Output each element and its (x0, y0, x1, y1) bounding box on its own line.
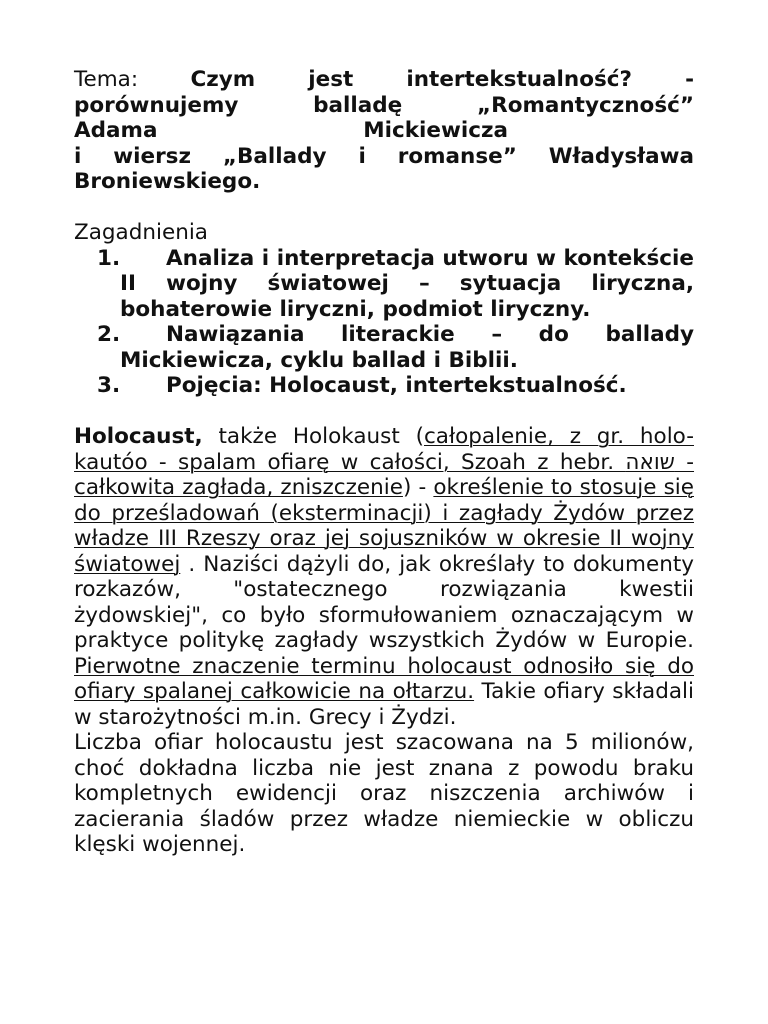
issue-text: Analiza i interpretacja utworu w kontekście II wojny światowej – sytuacja liryczna, bohaterowie liryczni, podmiot liryczny. (120, 245, 694, 322)
issue-item (74, 322, 694, 373)
etymology-greek: całopalenie, z gr. holo-kautóo - spalam ofiarę w całości, Szoah z hebr. (74, 424, 694, 475)
holocaust-text-1: . Naziści dążyli do, jak określały to dokumenty rozkazów, "ostatecznego rozwiązania kwestii żydowskiej", co było sformułowaniem oznaczającym w praktyce politykę zagłady wszystkich Żydów w Europie. (74, 551, 694, 653)
holocaust-paragraph (74, 424, 694, 730)
holocaust-dash: ) - (402, 475, 434, 500)
holocaust-definition: określenie to stosuje się do prześladowań (eksterminacji) i zagłady Żydów przez władze III Rzeszy oraz jej sojuszników w okresie II wojny światowej (74, 475, 694, 577)
issues-list (74, 246, 694, 399)
blank-line (74, 195, 694, 221)
issues-heading: Zagadnienia (74, 220, 208, 245)
topic-line-4: i wiersz „Ballady i romanse” Władysława (74, 143, 694, 169)
blank-line (74, 399, 694, 425)
etymology-hebrew: - całkowita zagłada, zniszczenie (74, 449, 695, 500)
topic-block (74, 67, 694, 195)
issue-number: 3. (97, 373, 121, 398)
issue-number: 2. (97, 322, 121, 347)
topic-line-2: porównujemy balladę „Romantyczność” (74, 92, 694, 118)
issue-item (74, 373, 694, 399)
issue-text: Pojęcia: Holocaust, intertekstualność. (166, 373, 627, 398)
document-page (74, 67, 694, 858)
victims-paragraph: Liczba ofiar holocaustu jest szacowana na 5 milionów, choć dokładna liczba nie jest znana z powodu braku kompletnych ewidencji oraz niszczenia archiwów i zacierania śladów przez władze niemieckie w obliczu klęski wojennej. (74, 730, 694, 857)
issue-item (74, 246, 694, 323)
topic-line-3: Adama Mickiewicza (74, 118, 508, 143)
issues-section (74, 220, 694, 399)
topic-label: Tema: (74, 67, 139, 92)
issue-text: Nawiązania literackie – do ballady Mickiewicza, cyklu ballad i Biblii. (120, 322, 694, 373)
hebrew-word: שואה (625, 449, 675, 475)
holocaust-original-meaning: Pierwotne znaczenie terminu holocaust odnosiło się do ofiary spalanej całkowicie na ołtarzu. (74, 653, 694, 704)
issue-number: 1. (97, 245, 121, 271)
holocaust-term: Holocaust, (74, 424, 203, 449)
topic-line-1 (74, 67, 694, 93)
topic-title-part-1: Czym jest intertekstualność? - (190, 67, 694, 92)
holocaust-text-2: Takie ofiary składali w starożytności m.in. Grecy i Żydzi. (74, 679, 694, 730)
topic-line-5: Broniewskiego. (74, 169, 261, 194)
holocaust-also: także Holokaust ( (202, 424, 424, 449)
